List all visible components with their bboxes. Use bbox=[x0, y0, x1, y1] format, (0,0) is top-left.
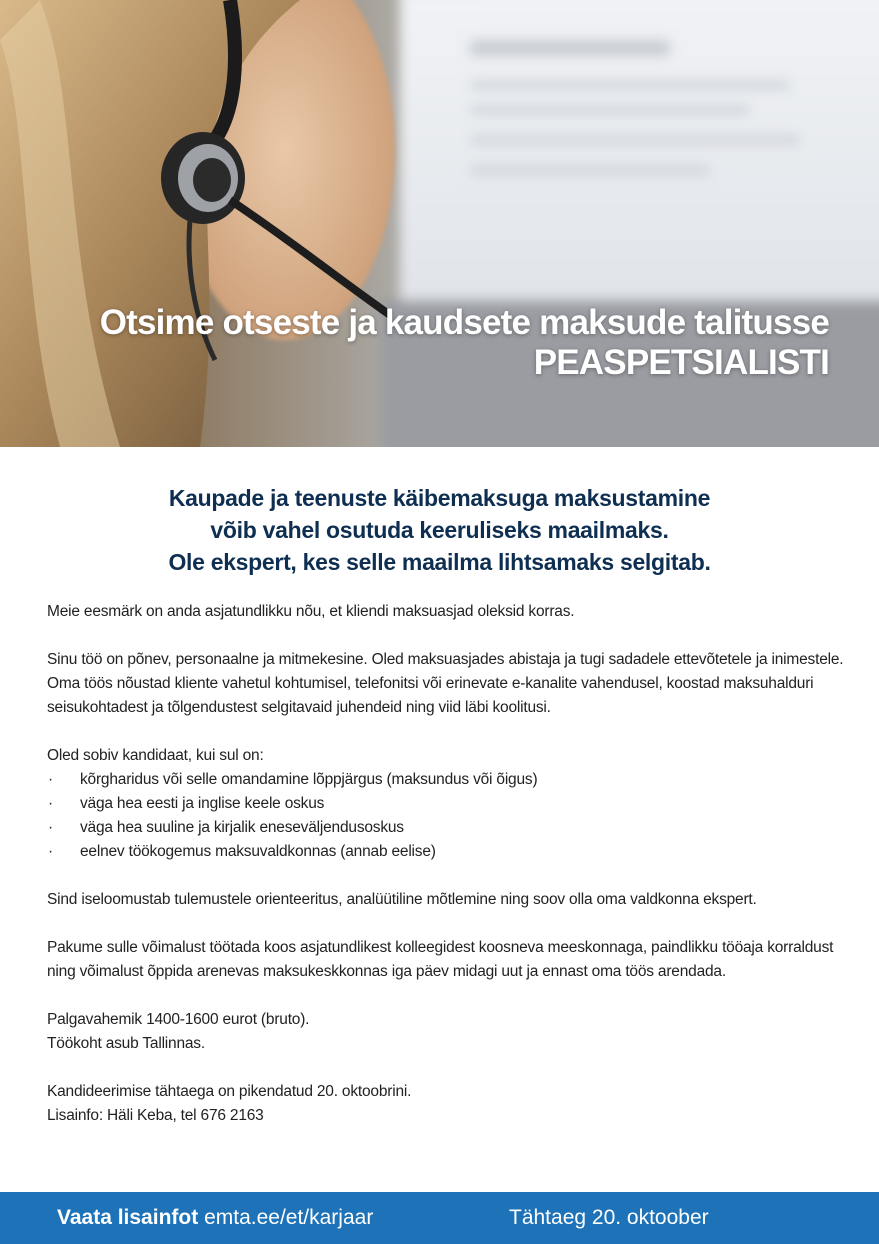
headline-line3: Ole ekspert, kes selle maailma lihtsamaks selgitab. bbox=[168, 549, 711, 575]
list-item bbox=[47, 816, 847, 840]
bullet: · bbox=[48, 795, 53, 812]
deadline-text: Kandideerimise tähtaega on pikendatud 20. oktoobrini. bbox=[47, 1083, 412, 1100]
bullet: · bbox=[48, 819, 53, 836]
goal-paragraph: Meie eesmärk on anda asjatundlikku nõu, et kliendi maksuasjad oleksid korras. bbox=[47, 603, 575, 620]
more-info bbox=[57, 1192, 373, 1244]
more-info-label: Vaata lisainfot bbox=[57, 1206, 199, 1229]
requirement-text: väga hea eesti ja inglise keele oskus bbox=[80, 795, 325, 812]
traits-paragraph: Sind iseloomustab tulemustele orienteeritus, analüütiline mõtlemine ning soov olla oma valdkonna ekspert. bbox=[47, 891, 757, 908]
salary-text: Palgavahemik 1400-1600 eurot (bruto). bbox=[47, 1011, 310, 1028]
requirement-text: väga hea suuline ja kirjalik eneseväljendusoskus bbox=[80, 819, 404, 836]
hero-banner bbox=[0, 0, 879, 447]
footer-bar bbox=[0, 1192, 879, 1244]
contact-text: Lisainfo: Häli Keba, tel 676 2163 bbox=[47, 1107, 264, 1124]
offer-paragraph: Pakume sulle võimalust töötada koos asjatundlikest kolleegidest koosneva meeskonnaga, paindlikku tööaja korraldust ning võimalust õppida arenevas maksukeskkonnas iga päev midagi uut ja ennast oma töös arendada. bbox=[47, 939, 834, 980]
headline-line2: võib vahel osutuda keeruliseks maailmaks. bbox=[210, 517, 669, 543]
requirements-list bbox=[47, 768, 847, 864]
work-description-paragraph: Sinu töö on põnev, personaalne ja mitmekesine. Oled maksuasjades abistaja ja tugi sadadele ettevõtetele ja inimestele. Oma töös nõustad kliente vahetul kohtumisel, telefonitsi või erinevate e-kanalite vahendusel, koostad maksuhalduri seisukohtadest ja tõlgendustest selgitavaid juhendeid ning viid läbi koolitusi. bbox=[47, 651, 844, 716]
requirements-intro: Oled sobiv kandidaat, kui sul on: bbox=[47, 747, 264, 764]
career-link[interactable]: emta.ee/et/karjaar bbox=[204, 1206, 374, 1229]
list-item bbox=[47, 768, 847, 792]
bullet: · bbox=[48, 843, 53, 860]
location-text: Töökoht asub Tallinnas. bbox=[47, 1035, 205, 1052]
job-description bbox=[47, 600, 847, 1152]
hero-title bbox=[100, 303, 829, 383]
list-item bbox=[47, 792, 847, 816]
requirement-text: kõrgharidus või selle omandamine lõppjärgus (maksundus või õigus) bbox=[80, 771, 538, 788]
bullet: · bbox=[48, 771, 53, 788]
headline-line1: Kaupade ja teenuste käibemaksuga maksustamine bbox=[168, 485, 711, 511]
headline bbox=[0, 482, 879, 578]
list-item bbox=[47, 840, 847, 864]
footer-deadline: Tähtaeg 20. oktoober bbox=[509, 1206, 709, 1229]
hero-title-line2: PEASPETSIALISTI bbox=[533, 343, 829, 382]
hero-title-line1: Otsime otseste ja kaudsete maksude talitusse bbox=[99, 303, 829, 342]
requirement-text: eelnev töökogemus maksuvaldkonnas (annab eelise) bbox=[80, 843, 436, 860]
